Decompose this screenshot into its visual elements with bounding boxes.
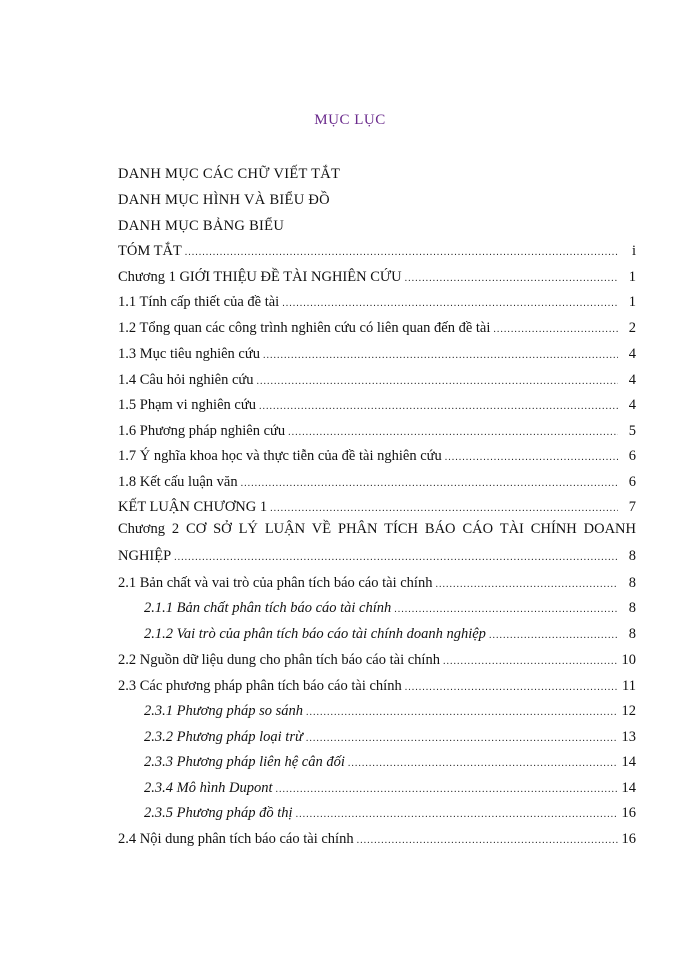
- toc-heading-abbreviations: DANH MỤC CÁC CHỮ VIẾT TẮT: [118, 166, 341, 182]
- toc-dot-leader: [405, 678, 618, 698]
- toc-entry-text: 1.4 Câu hỏi nghiên cứu: [118, 372, 254, 388]
- toc-entry-text: 2.3.3 Phương pháp liên hệ cân đối: [144, 754, 345, 770]
- toc-page-number: 7: [628, 499, 636, 515]
- toc-dot-leader: [445, 448, 618, 468]
- toc-dot-leader: [357, 831, 618, 851]
- toc-entry-text: 1.1 Tính cấp thiết của đề tài: [118, 294, 280, 310]
- toc-entry-text: 2.2 Nguồn dữ liệu dung cho phân tích báo cáo tài chính: [118, 652, 440, 668]
- toc-subentry: [144, 752, 636, 772]
- toc-dot-leader: [263, 346, 618, 366]
- toc-page-number: 12: [621, 703, 636, 719]
- toc-entry: [118, 395, 636, 415]
- toc-entry: [118, 344, 636, 364]
- toc-dot-leader: [185, 243, 618, 263]
- toc-dot-leader: [275, 780, 617, 800]
- toc-page-number: 11: [622, 678, 636, 694]
- toc-subentry: [144, 701, 636, 721]
- toc-page-number: 6: [628, 448, 636, 464]
- toc-dot-leader: [306, 729, 618, 749]
- toc-dot-leader: [306, 703, 617, 723]
- toc-heading-tables: DANH MỤC BẢNG BIỂU: [118, 218, 285, 234]
- toc-entry: [118, 421, 636, 441]
- toc-dot-leader: [435, 575, 618, 595]
- toc-entry-text: 2.4 Nội dung phân tích báo cáo tài chính: [118, 831, 354, 847]
- toc-entry-text: 2.1 Bản chất và vai trò của phân tích báo cáo tài chính: [118, 575, 433, 591]
- toc-entry-text: 2.1.1 Bản chất phân tích báo cáo tài chính: [144, 600, 392, 616]
- toc-entry-text: 1.3 Mục tiêu nghiên cứu: [118, 346, 260, 362]
- toc-entry-text: 2.3.4 Mô hình Dupont: [144, 780, 273, 796]
- toc-entry-text: 1.2 Tổng quan các công trình nghiên cứu có liên quan đến đề tài: [118, 320, 491, 336]
- page-title: MỤC LỤC: [314, 112, 386, 128]
- toc-entry: [118, 546, 636, 566]
- toc-entry: [118, 241, 636, 261]
- toc-entry: [118, 650, 636, 670]
- toc-dot-leader: [394, 600, 618, 620]
- toc-subentry: [144, 727, 636, 747]
- toc-entry-text: Chương 1 GIỚI THIỆU ĐỀ TÀI NGHIÊN CỨU: [118, 269, 402, 285]
- toc-page-number: 8: [628, 626, 636, 642]
- toc-entry: [118, 573, 636, 593]
- toc-entry: [118, 370, 636, 390]
- toc-dot-leader: [489, 626, 618, 646]
- toc-page-number: 8: [628, 600, 636, 616]
- toc-entry-text: TÓM TẮT: [118, 243, 182, 259]
- toc-entry-text: 1.5 Phạm vi nghiên cứu: [118, 397, 256, 413]
- toc-dot-leader: [348, 754, 618, 774]
- toc-page-number: 8: [628, 548, 636, 564]
- toc-dot-leader: [288, 423, 618, 443]
- toc-entry-text: KẾT LUẬN CHƯƠNG 1: [118, 499, 268, 515]
- toc-entry: [118, 829, 636, 849]
- toc-entry: [118, 472, 636, 492]
- toc-entry: [118, 267, 636, 287]
- toc-page-number: 16: [621, 805, 636, 821]
- toc-page-number: 4: [628, 397, 636, 413]
- toc-dot-leader: [174, 548, 618, 568]
- toc-entry-text: 2.1.2 Vai trò của phân tích báo cáo tài chính doanh nghiệp: [144, 626, 486, 642]
- toc-page-number: 14: [621, 780, 636, 796]
- toc-page-number: 14: [621, 754, 636, 770]
- toc-subentry: [144, 803, 636, 823]
- toc-dot-leader: [282, 294, 618, 314]
- toc-page-number: 8: [628, 575, 636, 591]
- toc-entry-text: 1.7 Ý nghĩa khoa học và thực tiễn của đề tài nghiên cứu: [118, 448, 442, 464]
- toc-page-number: 16: [621, 831, 636, 847]
- toc-entry: [118, 292, 636, 312]
- toc-page-number: 6: [628, 474, 636, 490]
- toc-dot-leader: [443, 652, 618, 672]
- toc-subentry: [144, 624, 636, 644]
- toc-entry-text: 1.6 Phương pháp nghiên cứu: [118, 423, 286, 439]
- toc-entry: [118, 446, 636, 466]
- toc-entry-text: 2.3.2 Phương pháp loại trừ: [144, 729, 303, 745]
- toc-dot-leader: [493, 320, 618, 340]
- toc-page-number: 10: [621, 652, 636, 668]
- toc-dot-leader: [296, 805, 618, 825]
- toc-page-number: 2: [628, 320, 636, 336]
- toc-dot-leader: [257, 372, 618, 392]
- toc-dot-leader: [270, 499, 618, 519]
- toc-page-number: 4: [628, 346, 636, 362]
- toc-entry-text: 2.3.5 Phương pháp đồ thị: [144, 805, 293, 821]
- toc-page-number: 1: [628, 269, 636, 285]
- toc-page-number: 5: [628, 423, 636, 439]
- toc-entry: [118, 676, 636, 696]
- toc-entry: [118, 318, 636, 338]
- toc-page-number: i: [631, 243, 636, 259]
- toc-dot-leader: [241, 474, 618, 494]
- toc-heading-figures: DANH MỤC HÌNH VÀ BIỂU ĐỒ: [118, 192, 330, 208]
- toc-chapter-2-heading: Chương 2 CƠ SỞ LÝ LUẬN VỀ PHÂN TÍCH BÁO CÁO TÀI CHÍNH DOANH: [118, 521, 636, 537]
- toc-subentry: [144, 598, 636, 618]
- toc-subentry: [144, 778, 636, 798]
- toc-page-number: 1: [628, 294, 636, 310]
- toc-dot-leader: [405, 269, 618, 289]
- toc-entry-text: 2.3 Các phương pháp phân tích báo cáo tài chính: [118, 678, 402, 694]
- toc-entry-text: NGHIỆP: [118, 548, 172, 564]
- toc-entry: [118, 497, 636, 517]
- toc-entry-text: 1.8 Kết cấu luận văn: [118, 474, 238, 490]
- toc-page-number: 4: [628, 372, 636, 388]
- toc-entry-text: 2.3.1 Phương pháp so sánh: [144, 703, 304, 719]
- toc-page-number: 13: [621, 729, 636, 745]
- toc-dot-leader: [259, 397, 618, 417]
